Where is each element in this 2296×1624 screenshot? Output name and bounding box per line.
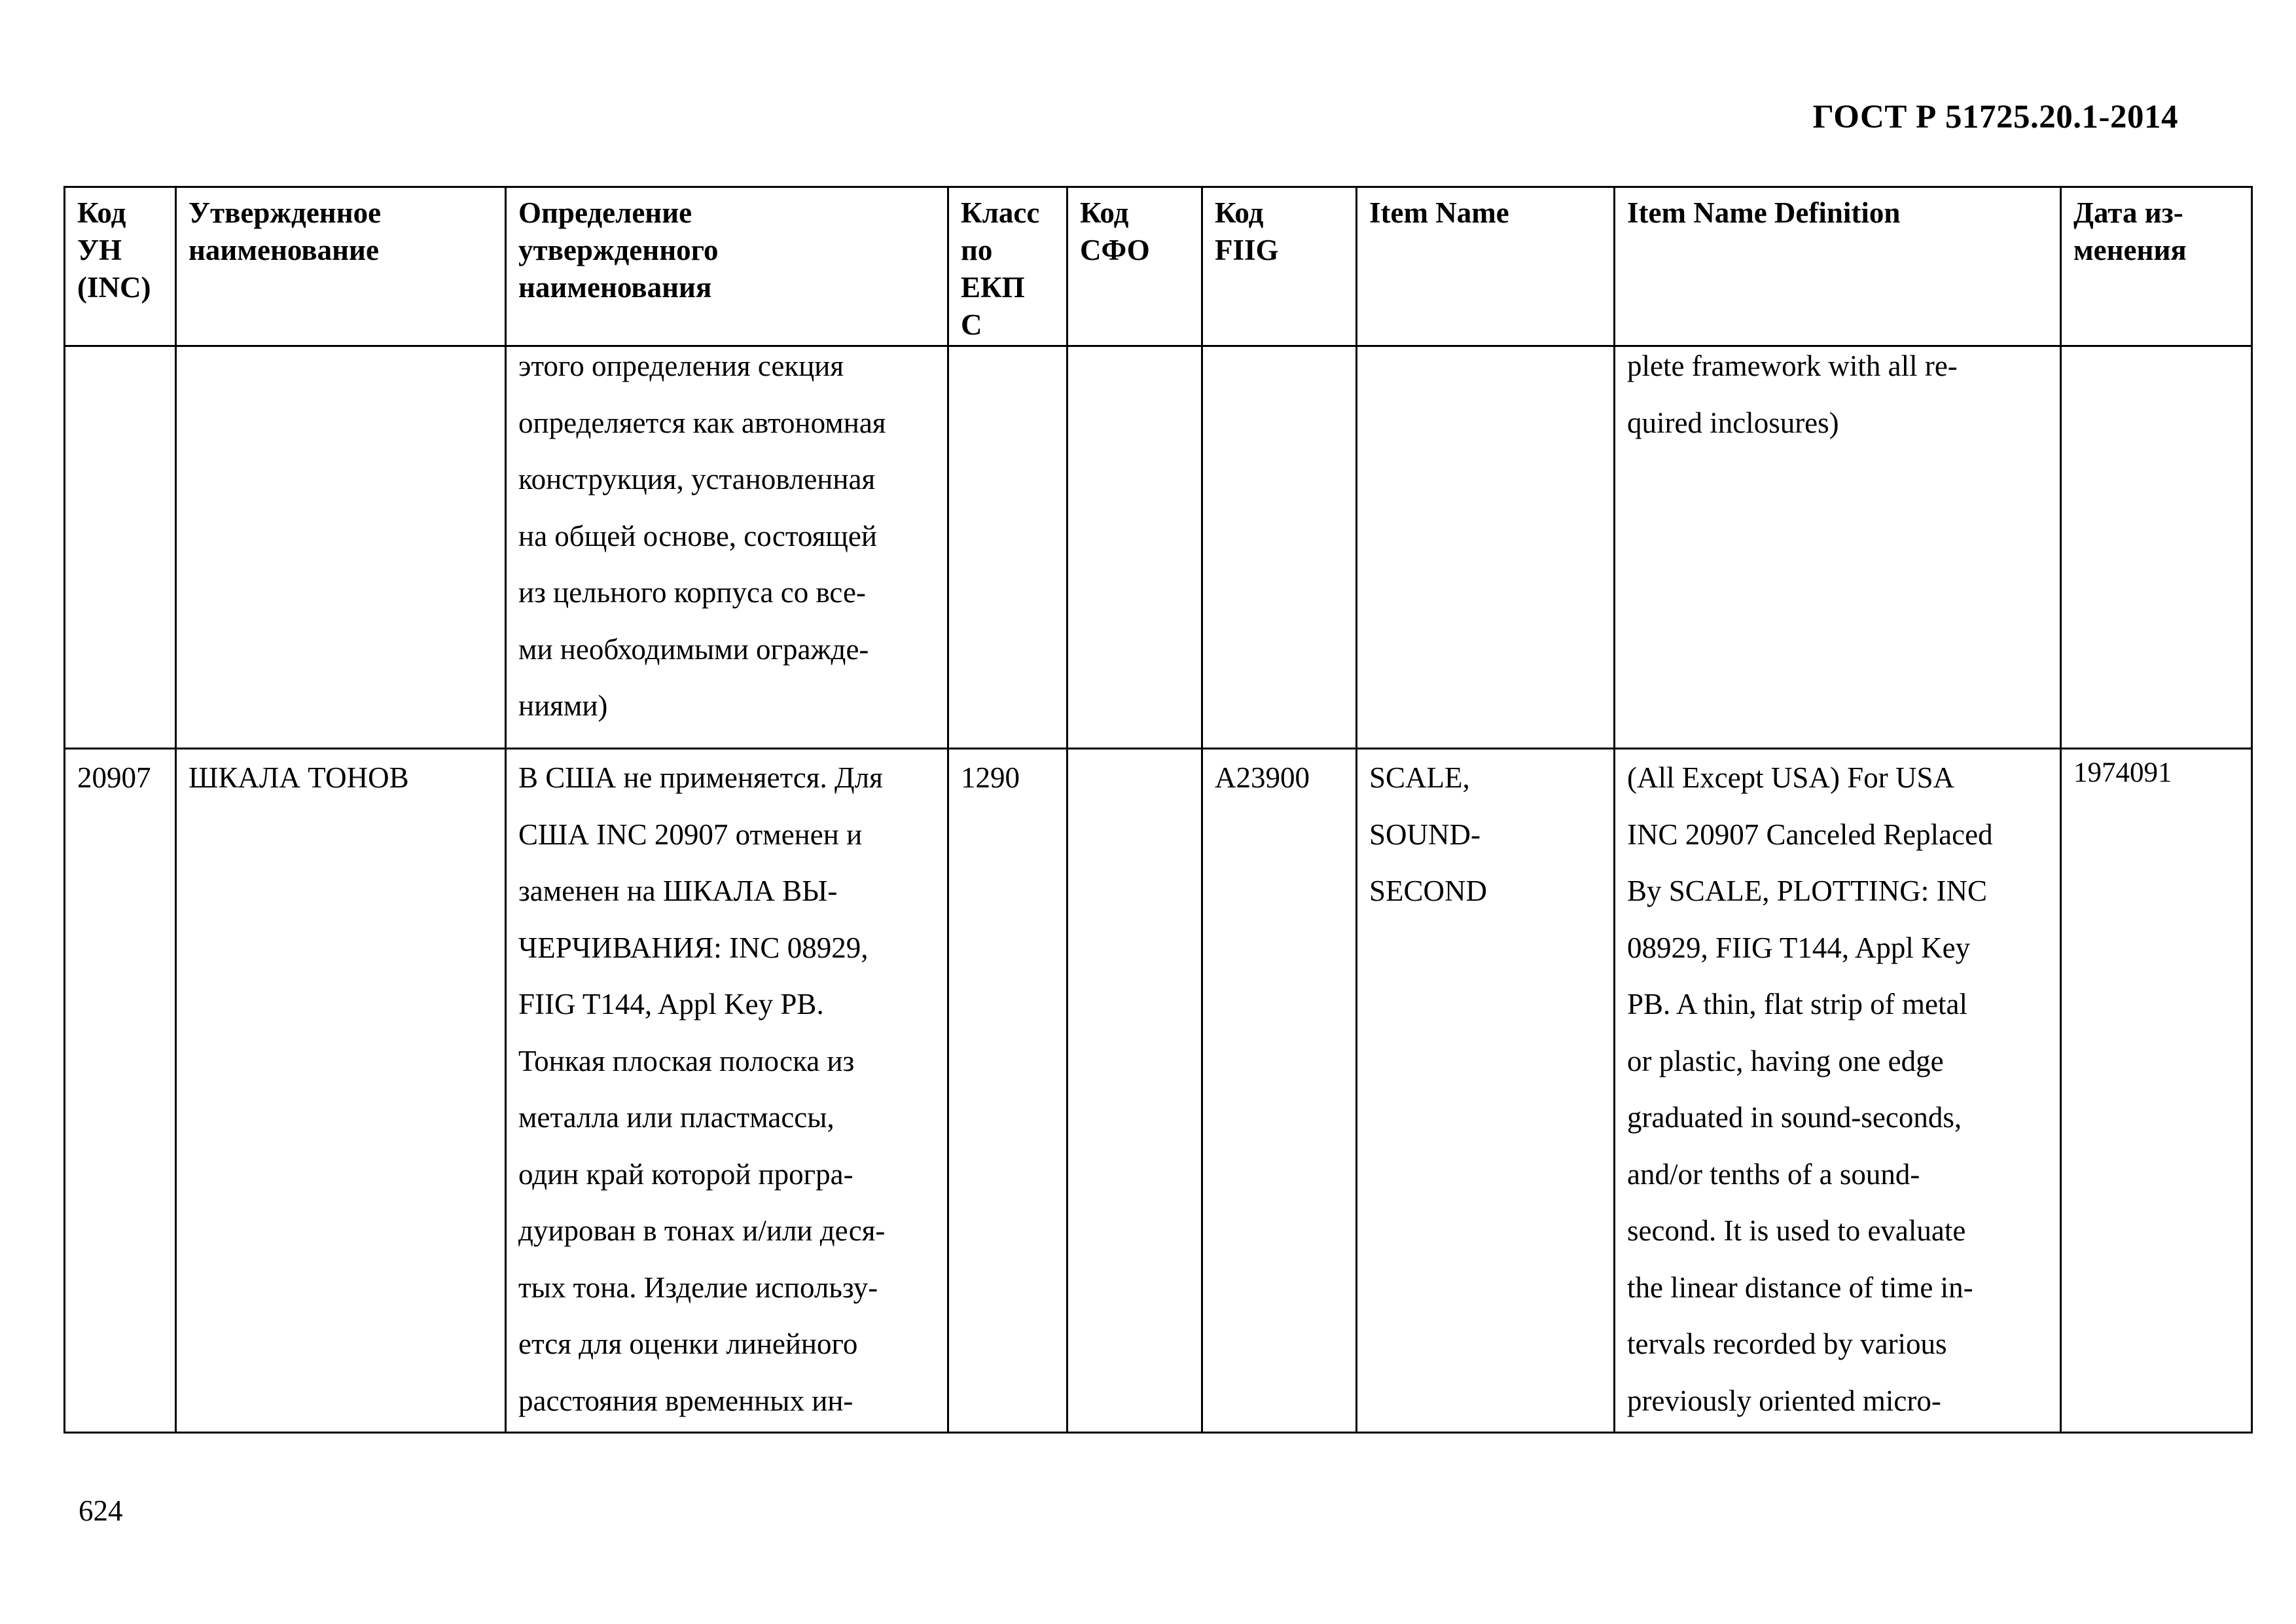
cell-item-name: SCALE, SOUND- SECOND xyxy=(1357,749,1615,1433)
col-header-inc: Код УН (INC) xyxy=(65,187,176,346)
cell-change-date xyxy=(2061,346,2252,749)
cell-item-definition: plete framework with all re- quired inclosures) xyxy=(1615,346,2061,749)
standard-designation: ГОСТ Р 51725.20.1-2014 xyxy=(1812,99,2178,135)
col-header-class: Класс по ЕКП С xyxy=(948,187,1067,346)
cell-change-date xyxy=(2061,749,2252,1433)
cell-fiig xyxy=(1202,346,1357,749)
cell-class xyxy=(948,346,1067,749)
cell-definition: этого определения секция определяется как автономная конструкция, установленная на общей основе, состоящей из цельного корпуса со все- ми необходимыми огражде- ниями) xyxy=(506,346,948,749)
cell-approved-name: ШКАЛА ТОНОВ xyxy=(176,749,506,1433)
cell-definition: В США не применяется. Для США INC 20907 отменен и заменен на ШКАЛА ВЫ- ЧЕРЧИВАНИЯ: INC 08929, FIIG T144, Appl Key PB. Тонкая плоская полоска из металла или пластмассы, один край которой програ- дуирован в тонах и/или деся- тых тона. Изделие использу- ется для оценки линейного расстояния временных ин- xyxy=(506,749,948,1433)
col-header-definition: Определение утвержденного наименования xyxy=(506,187,948,346)
cell-inc: 20907 xyxy=(65,749,176,1433)
cell-inc xyxy=(65,346,176,749)
table-row xyxy=(65,346,2252,749)
cell-class: 1290 xyxy=(948,749,1067,1433)
cell-item-definition: (All Except USA) For USA INC 20907 Canceled Replaced By SCALE, PLOTTING: INC 08929, FIIG T144, Appl Key PB. A thin, flat strip of metal or plastic, having one edge graduated in sound-seconds, and/or tenths of a sound- second. It is used to evaluate the linear distance of time in- tervals recorded by various previously oriented micro- xyxy=(1615,749,2061,1433)
cell-sfo xyxy=(1067,346,1202,749)
catalog-table xyxy=(63,186,2253,1434)
col-header-change-date: Дата из- менения xyxy=(2061,187,2252,346)
cell-item-name xyxy=(1357,346,1615,749)
table-header-row xyxy=(65,187,2252,346)
page-number: 624 xyxy=(79,1494,123,1527)
change-date-value: 1974091 xyxy=(2073,757,2172,788)
col-header-sfo: Код СФО xyxy=(1067,187,1202,346)
col-header-item-definition: Item Name Definition xyxy=(1615,187,2061,346)
table-row xyxy=(65,749,2252,1433)
cell-sfo xyxy=(1067,749,1202,1433)
cell-fiig: A23900 xyxy=(1202,749,1357,1433)
col-header-fiig: Код FIIG xyxy=(1202,187,1357,346)
col-header-item-name: Item Name xyxy=(1357,187,1615,346)
col-header-approved-name: Утвержденное наименование xyxy=(176,187,506,346)
cell-approved-name xyxy=(176,346,506,749)
